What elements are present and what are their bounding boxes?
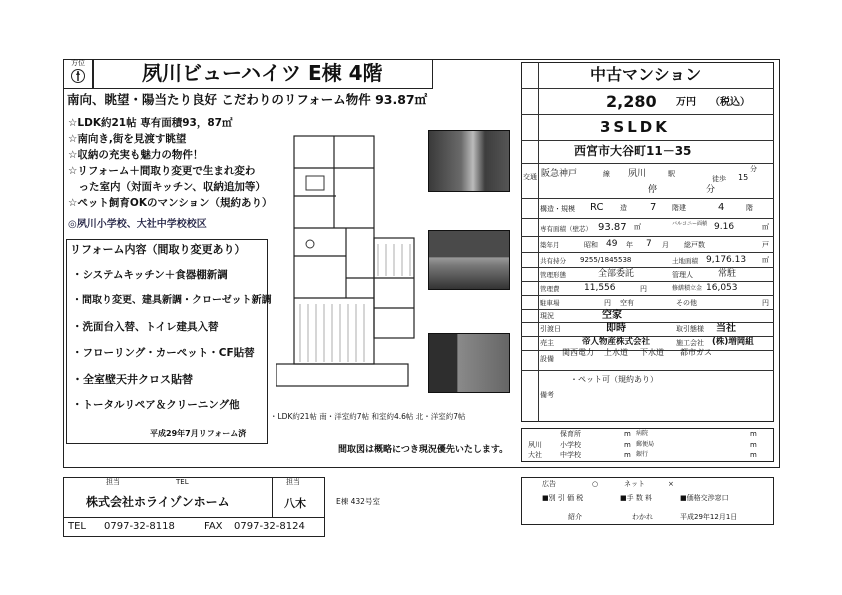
feature-item: ☆ペット飼育OKのマンション（規約あり） bbox=[68, 197, 273, 209]
balcony-label: バルコニー面積 bbox=[672, 221, 708, 227]
floors-total: 7 bbox=[650, 202, 657, 213]
line-suffix: 線 bbox=[603, 170, 610, 178]
feature-item: った室内（対面キッチン、収納追加等） bbox=[68, 181, 266, 193]
land-unit: ㎡ bbox=[762, 256, 769, 264]
row-divider bbox=[521, 370, 774, 371]
station-suffix: 駅 bbox=[668, 170, 675, 178]
parking-label: 駐車場 bbox=[540, 299, 560, 307]
facility-label: 設備 bbox=[540, 355, 554, 363]
walk-unit: 分 bbox=[750, 165, 757, 173]
fee-option: ■価格交渉窓口 bbox=[680, 494, 729, 502]
land-label: 土地面積 bbox=[672, 257, 698, 265]
reform-item: ・全室壁天井クロス貼替 bbox=[72, 373, 193, 386]
share: 9255/1845538 bbox=[580, 256, 632, 264]
feature-item: ☆リフォーム＋間取り変更で生まれ変わ bbox=[68, 165, 256, 177]
interior-photo-3 bbox=[428, 333, 510, 393]
deal: 当社 bbox=[716, 323, 736, 334]
mgmt-form: 全部委託 bbox=[598, 269, 635, 279]
price-unit: 万円 bbox=[676, 97, 696, 108]
reform-note: 平成29年7月リフォーム済 bbox=[150, 429, 247, 438]
floorplan-note: 間取図は概略につき現況優先いたします。 bbox=[338, 445, 509, 455]
owner: 帝人物産株式会社 bbox=[582, 337, 651, 347]
nearby-unit: m bbox=[624, 430, 631, 438]
reform-item: ・システムキッチン＋食器棚新調 bbox=[72, 269, 228, 281]
property-type: 中古マンション bbox=[590, 65, 702, 84]
school-name: 夙川 bbox=[528, 441, 542, 449]
fee-option: ■手 数 料 bbox=[620, 494, 653, 502]
built-era: 昭和 bbox=[584, 241, 598, 249]
floorplan-caption: ・LDK約21帖 南・洋室約7帖 和室約4.6帖 北・洋室約7帖 bbox=[270, 412, 466, 421]
floor-unit: 階 bbox=[746, 204, 753, 212]
status-label: 現況 bbox=[540, 312, 554, 320]
row-divider bbox=[521, 88, 774, 89]
nearby-right-unit: m bbox=[750, 430, 757, 438]
row-divider bbox=[521, 218, 774, 219]
row-divider bbox=[521, 322, 774, 323]
nearby-label: 中学校 bbox=[560, 451, 581, 459]
manager: 常駐 bbox=[718, 269, 737, 279]
nearby-right-unit: m bbox=[750, 441, 757, 449]
nearby-right-unit: m bbox=[750, 451, 757, 459]
owner-label: 売主 bbox=[540, 339, 554, 347]
walk-min: 15 bbox=[738, 173, 749, 182]
tel-label-top: TEL bbox=[176, 478, 189, 486]
compass-icon bbox=[71, 69, 85, 83]
parking-unit: 円 bbox=[604, 299, 611, 307]
row-divider bbox=[521, 252, 774, 253]
floor-label: 階建 bbox=[672, 204, 686, 212]
built-month-unit: 月 bbox=[662, 241, 669, 249]
reform-title: リフォーム内容（間取り変更あり） bbox=[70, 243, 246, 256]
fee-label: 管理費 bbox=[540, 285, 560, 293]
builder-label: 施工会社 bbox=[676, 339, 704, 347]
share-label: 共有持分 bbox=[540, 257, 566, 265]
price: 2,280 bbox=[606, 92, 657, 111]
reform-item: ・洗面台入替、トイレ建具入替 bbox=[72, 321, 219, 333]
info-label-column bbox=[521, 62, 539, 422]
facility-item: 関西電力 bbox=[562, 348, 594, 357]
net-mark: × bbox=[668, 480, 674, 488]
agent-person: 八木 bbox=[284, 497, 306, 510]
status: 空家 bbox=[602, 310, 622, 321]
page-title: 夙川ビューハイツ E棟 4階 bbox=[142, 61, 383, 85]
nearby-right-label: 郵便局 bbox=[636, 441, 655, 448]
fee-option: ■別 引 価 税 bbox=[542, 494, 584, 502]
row-divider bbox=[521, 295, 774, 296]
row-divider bbox=[521, 309, 774, 310]
structure: RC bbox=[590, 202, 604, 213]
agent-company: 株式会社ホライゾンホーム bbox=[86, 495, 230, 509]
units-label: 総戸数 bbox=[684, 241, 705, 249]
facility-item: 上水道 bbox=[604, 348, 628, 357]
person-label: 担当 bbox=[106, 478, 120, 486]
reform-item: ・トータルリペア＆クリーニング他 bbox=[72, 399, 240, 411]
fee: 11,556 bbox=[584, 283, 616, 293]
nearby-unit: m bbox=[624, 451, 631, 459]
agent-fax: 0797-32-8124 bbox=[234, 521, 305, 532]
area: 93.87 bbox=[598, 222, 627, 233]
row-divider bbox=[521, 267, 774, 268]
structure-suffix: 造 bbox=[620, 204, 627, 212]
floor-layout: 3SLDK bbox=[600, 118, 670, 136]
structure-label: 構造・規模 bbox=[540, 205, 575, 213]
price-tax: （税込） bbox=[710, 97, 750, 108]
agent-tel: 0797-32-8118 bbox=[104, 521, 175, 532]
intro-label: 紹介 bbox=[568, 513, 582, 521]
facility-item: 下水道 bbox=[640, 348, 664, 357]
ad-date: 平成29年12月1日 bbox=[680, 513, 738, 521]
repair: 16,053 bbox=[706, 283, 738, 293]
area-label: 専有面積（壁芯） bbox=[540, 225, 592, 233]
row-divider bbox=[521, 236, 774, 237]
nearby-unit: m bbox=[624, 441, 631, 449]
row-divider bbox=[521, 198, 774, 199]
minute-unit: 分 bbox=[706, 185, 716, 195]
tel-label: TEL bbox=[68, 521, 86, 532]
floor: 4 bbox=[718, 202, 725, 213]
railway-line: 阪急神戸 bbox=[541, 169, 578, 179]
interior-photo-1 bbox=[428, 130, 510, 192]
stop-unit: 停 bbox=[648, 185, 658, 195]
other-label: その他 bbox=[676, 299, 697, 307]
school-name: 大社 bbox=[528, 451, 542, 459]
nearby-label: 小学校 bbox=[560, 441, 581, 449]
split-label: わかれ bbox=[632, 513, 653, 521]
row-divider bbox=[521, 281, 774, 282]
row-divider bbox=[521, 140, 774, 141]
fee-unit: 円 bbox=[640, 285, 647, 293]
ad-label: 広告 bbox=[542, 480, 556, 488]
reform-item: ・フローリング・カーペット・CF貼替 bbox=[72, 347, 255, 359]
mgmt-form-label: 管理形態 bbox=[540, 271, 566, 279]
nearby-right-label: 銀行 bbox=[636, 451, 649, 458]
manager-label: 管理人 bbox=[672, 271, 693, 279]
remarks-label: 備考 bbox=[540, 391, 554, 399]
compass-label: 方位 bbox=[71, 59, 85, 67]
school-line: ◎夙川小学校、大社中学校校区 bbox=[68, 219, 207, 230]
row-divider bbox=[521, 163, 774, 164]
vacancy-label: 空有 bbox=[620, 299, 634, 307]
built-year: 49 bbox=[606, 239, 618, 249]
built-month: 7 bbox=[646, 239, 652, 249]
balcony: 9.16 bbox=[714, 222, 735, 232]
handover-label: 引渡日 bbox=[540, 325, 561, 333]
handover: 即時 bbox=[606, 323, 626, 334]
nearby-right-label: 病院 bbox=[636, 430, 649, 437]
reform-item: ・間取り変更、建具新調・クローゼット新調 bbox=[72, 295, 272, 306]
row-divider bbox=[521, 114, 774, 115]
person-label-cell: 担当 bbox=[286, 478, 300, 486]
interior-photo-2 bbox=[428, 230, 510, 290]
feature-item: ☆収納の充実も魅力の物件！ bbox=[68, 149, 204, 161]
facility-item: 都市ガス bbox=[680, 348, 712, 357]
land: 9,176.13 bbox=[706, 255, 747, 265]
balcony-unit: ㎡ bbox=[762, 223, 769, 231]
feature-item: ☆LDK約21帖 専有面積93，87㎡ bbox=[68, 117, 233, 129]
remarks: ・ペット可（規約あり） bbox=[570, 375, 658, 384]
units-unit: 戸 bbox=[762, 241, 769, 249]
net-label: ネット bbox=[624, 480, 645, 488]
repair-label: 修繕積立金 bbox=[672, 285, 703, 292]
ad-mark: ○ bbox=[592, 480, 599, 488]
room-number: E棟 432号室 bbox=[336, 497, 380, 506]
headline: 南向、眺望・陽当たり良好 こだわりのリフォーム物件 93.87㎡ bbox=[67, 92, 428, 107]
built-year-unit: 年 bbox=[626, 241, 633, 249]
floor-plan bbox=[276, 128, 426, 403]
address: 西宮市大谷町11－35 bbox=[574, 144, 692, 158]
station: 夙川 bbox=[628, 169, 647, 179]
line-label: 交通 bbox=[523, 173, 537, 181]
walk-label: 徒歩 bbox=[712, 175, 726, 183]
built-label: 築年月 bbox=[540, 241, 560, 249]
agent-divider bbox=[63, 517, 325, 518]
area-unit: ㎡ bbox=[634, 223, 641, 231]
nearby-label: 保育所 bbox=[560, 430, 581, 438]
fax-label: FAX bbox=[204, 521, 223, 532]
feature-item: ☆南向き,街を見渡す眺望 bbox=[68, 133, 187, 145]
builder: (株)増岡組 bbox=[712, 337, 754, 347]
other-unit: 円 bbox=[762, 299, 769, 307]
deal-label: 取引態様 bbox=[676, 325, 704, 333]
